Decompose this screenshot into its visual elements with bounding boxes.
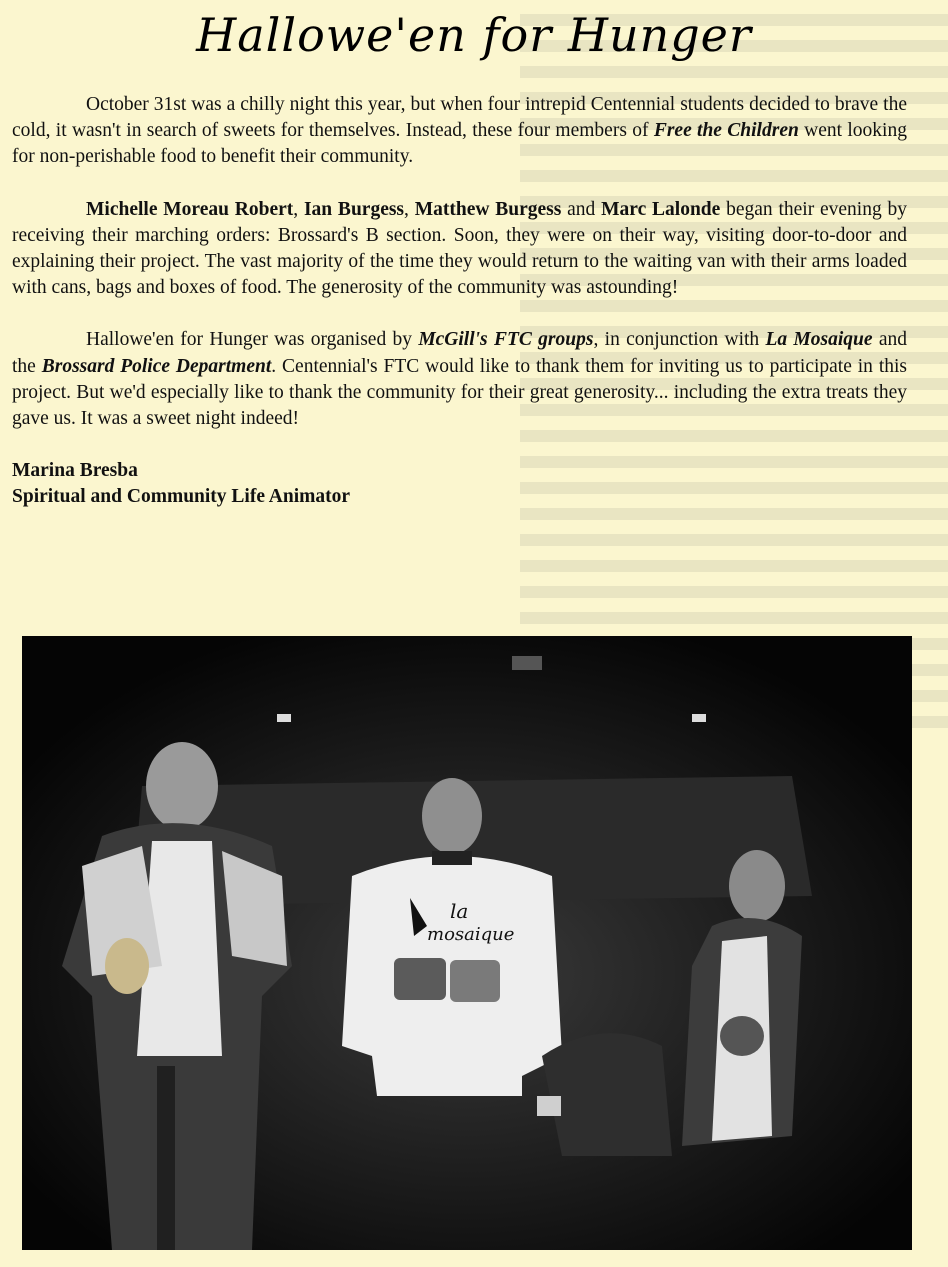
signature-name: Marina Bresba	[12, 460, 138, 482]
sweatshirt-text-mosaique: mosaique	[427, 924, 515, 945]
paragraph-2: Michelle Moreau Robert, Ian Burgess, Matthew Burgess and Marc Lalonde began their evening by receiving their marching orders: Brossard's B section. Soon, they were on their way, visiting door-to-door and explaining their project. The vast majority of the time they would return to the waiting van with their arms loaded with cans, bags and boxes of food. The generosity of the community was astounding!	[12, 198, 908, 299]
signature-role: Spiritual and Community Life Animator	[12, 486, 351, 508]
org-la-mosaique: La Mosaique	[765, 329, 873, 351]
photo-illustration	[22, 636, 912, 1250]
student-name: Michelle Moreau Robert	[86, 198, 294, 220]
food-can	[450, 960, 500, 1002]
paragraph-3: Hallowe'en for Hunger was organised by McGill's FTC groups, in conjunction with La Mosaique and the Brossard Police Department. Centennial's FTC would like to thank them for inviting us to participate in this project. But we'd especially like to thank the community for their great generosity... including the extra treats they gave us. It was a sweet night indeed!	[12, 329, 907, 430]
student-name: Matthew Burgess	[414, 198, 562, 220]
org-mcgill-ftc: McGill's FTC groups	[418, 329, 594, 351]
article-title: Hallowe'en for Hunger	[196, 8, 752, 62]
paragraph-1: October 31st was a chilly night this year, but when four intrepid Centennial students decided to brave the cold, it wasn't in search of sweets for themselves. Instead, these four members of Free the Children went looking for non-perishable food to benefit their community.	[12, 94, 907, 168]
event-photo	[22, 636, 912, 1250]
student-name: Marc Lalonde	[601, 198, 721, 220]
signature-block	[12, 458, 907, 510]
article-body	[12, 92, 907, 510]
food-can	[720, 1016, 764, 1056]
student-name: Ian Burgess	[303, 198, 405, 220]
food-can	[105, 938, 149, 994]
org-brossard-police: Brossard Police Department	[41, 355, 272, 377]
food-can	[394, 958, 446, 1000]
org-free-the-children: Free the Children	[653, 120, 799, 142]
sweatshirt-text-la: la	[450, 899, 469, 923]
